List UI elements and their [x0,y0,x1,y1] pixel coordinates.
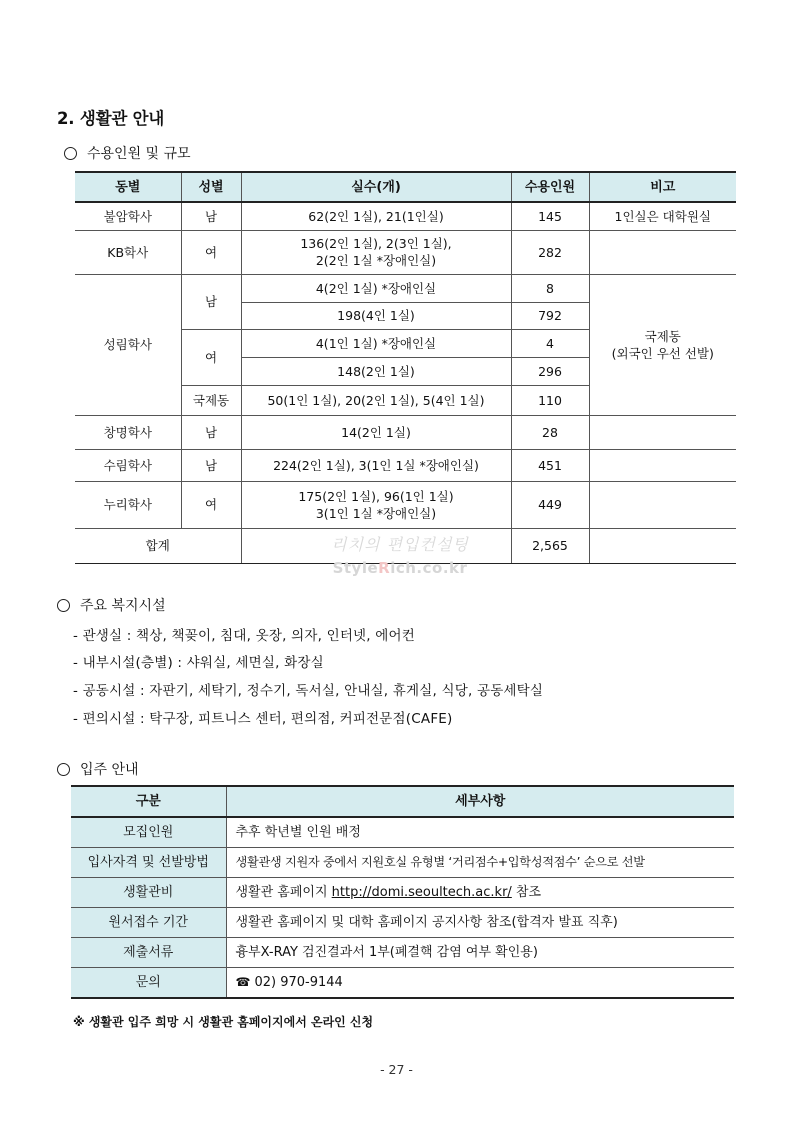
rooms-cell: 4(2인 1실) *장애인실 [241,274,511,302]
facilities-heading-text: 주요 복지시설 [80,598,166,614]
rooms-cell [241,230,511,274]
rooms-cell: 62(2인 1실), 21(1인실) [241,202,511,230]
building-cell: 수림학사 [75,449,181,481]
section-title: 2. 생활관 안내 [57,109,165,128]
page-number: - 27 - [380,1062,413,1077]
capacity-heading [64,143,191,163]
category-cell: 제출서류 [71,938,226,968]
table-header-row [75,172,736,202]
rooms-cell: 224(2인 1실), 3(1인 1실 *장애인실) [241,449,511,481]
admission-heading-text: 입주 안내 [80,762,139,778]
total-row [75,528,736,563]
total-label: 합계 [75,528,241,563]
table-row [71,878,734,908]
capacity-cell: 449 [511,481,589,528]
table-row [71,817,734,848]
note-cell [589,230,736,274]
total-rooms-cell [241,528,511,563]
admission-table [71,785,734,999]
homepage-link[interactable]: http://domi.seoultech.ac.kr/ [331,885,512,900]
facility-item: - 관생실 : 책상, 책꽂이, 침대, 옷장, 의자, 인터넷, 에어컨 [73,628,416,644]
col-header: 성별 [181,172,241,202]
col-header: 실수(개) [241,172,511,202]
gender-cell: 여 [181,230,241,274]
capacity-cell: 451 [511,449,589,481]
rooms-cell: 148(2인 1실) [241,357,511,385]
total-capacity: 2,565 [511,528,589,563]
capacity-cell: 792 [511,302,589,329]
footnote: ※ 생활관 입주 희망 시 생활관 홈페이지에서 온라인 신청 [73,1015,374,1029]
capacity-cell: 4 [511,329,589,357]
note-line: (외국인 우선 선발) [611,345,714,361]
col-header: 세부사항 [226,786,734,817]
circle-bullet-icon [64,147,77,160]
facility-item: - 내부시설(층별) : 샤워실, 세면실, 화장실 [73,655,324,671]
gender-cell: 남 [181,449,241,481]
rooms-line: 3(1인 1실 *장애인실) [315,505,437,521]
capacity-cell: 282 [511,230,589,274]
capacity-cell: 145 [511,202,589,230]
watermark-url-part: ich.co.kr [390,559,468,577]
building-cell: 성림학사 [75,274,181,415]
gender-cell: 여 [181,481,241,528]
category-cell: 생활관비 [71,878,226,908]
table-row [75,202,736,230]
table-row [75,481,736,528]
col-header: 동별 [75,172,181,202]
category-cell: 문의 [71,968,226,999]
detail-cell: 생활관생 지원자 중에서 지원호실 유형별 ‘거리점수+입학성적점수’ 순으로 선발 [226,848,734,878]
note-cell [589,481,736,528]
rooms-cell: 14(2인 1실) [241,415,511,449]
col-header: 수용인원 [511,172,589,202]
detail-cell: 생활관 홈페이지 및 대학 홈페이지 공지사항 참조(합격자 발표 직후) [226,908,734,938]
table-row [71,938,734,968]
rooms-line: 2(2인 1실 *장애인실) [315,253,437,268]
detail-text: 생활관 홈페이지 [235,885,332,900]
category-cell: 입사자격 및 선발방법 [71,848,226,878]
category-cell: 원서접수 기간 [71,908,226,938]
table-row [75,274,736,302]
detail-cell [226,968,734,999]
capacity-table [75,171,736,564]
note-cell [589,449,736,481]
capacity-cell: 28 [511,415,589,449]
facilities-heading [57,595,166,615]
gender-cell: 남 [181,415,241,449]
rooms-line: 136(2인 1실), 2(3인 1실), [300,236,452,251]
detail-cell [226,878,734,908]
building-cell: KB학사 [75,230,181,274]
building-cell: 누리학사 [75,481,181,528]
table-row [75,415,736,449]
capacity-cell: 296 [511,357,589,385]
admission-heading [57,759,139,779]
note-cell: 1인실은 대학원실 [589,202,736,230]
phone-number: 02) 970-9144 [254,975,343,990]
phone-icon: ☎ [235,975,251,989]
table-header-row [71,786,734,817]
circle-bullet-icon [57,599,70,612]
rooms-cell: 50(1인 1실), 20(2인 1실), 5(4인 1실) [241,385,511,415]
gender-cell: 여 [181,329,241,385]
facility-item: - 공동시설 : 자판기, 세탁기, 정수기, 독서실, 안내실, 휴게실, 식당, 공동세탁실 [73,683,544,699]
gender-cell: 남 [181,274,241,329]
table-row [71,908,734,938]
category-cell: 모집인원 [71,817,226,848]
detail-text: 참조 [511,885,542,900]
capacity-cell: 8 [511,274,589,302]
note-cell [589,415,736,449]
rooms-cell: 4(1인 1실) *장애인실 [241,329,511,357]
capacity-cell: 110 [511,385,589,415]
detail-cell: 추후 학년별 인원 배정 [226,817,734,848]
facility-item: - 편의시설 : 탁구장, 피트니스 센터, 편의점, 커피전문점(CAFE) [73,711,453,727]
rooms-line: 175(2인 1실), 96(1인 1실) [298,488,454,504]
note-cell [589,274,736,415]
gender-cell: 국제동 [181,385,241,415]
rooms-cell: 198(4인 1실) [241,302,511,329]
table-row [75,230,736,274]
note-line: 국제동 [644,328,681,344]
note-cell [589,528,736,563]
watermark-url-part: R [378,559,391,577]
table-row [71,968,734,999]
capacity-heading-text: 수용인원 및 규모 [87,146,191,162]
rooms-cell [241,481,511,528]
building-cell: 불암학사 [75,202,181,230]
gender-cell: 남 [181,202,241,230]
table-row [71,848,734,878]
col-header: 비고 [589,172,736,202]
circle-bullet-icon [57,763,70,776]
watermark-url-part: Style [332,559,379,577]
watermark-text: 리치의 편입컨설팅 [331,535,469,554]
table-row [75,449,736,481]
col-header: 구분 [71,786,226,817]
building-cell: 창명학사 [75,415,181,449]
detail-cell: 흉부X-RAY 검진결과서 1부(폐결핵 감염 여부 확인용) [226,938,734,968]
